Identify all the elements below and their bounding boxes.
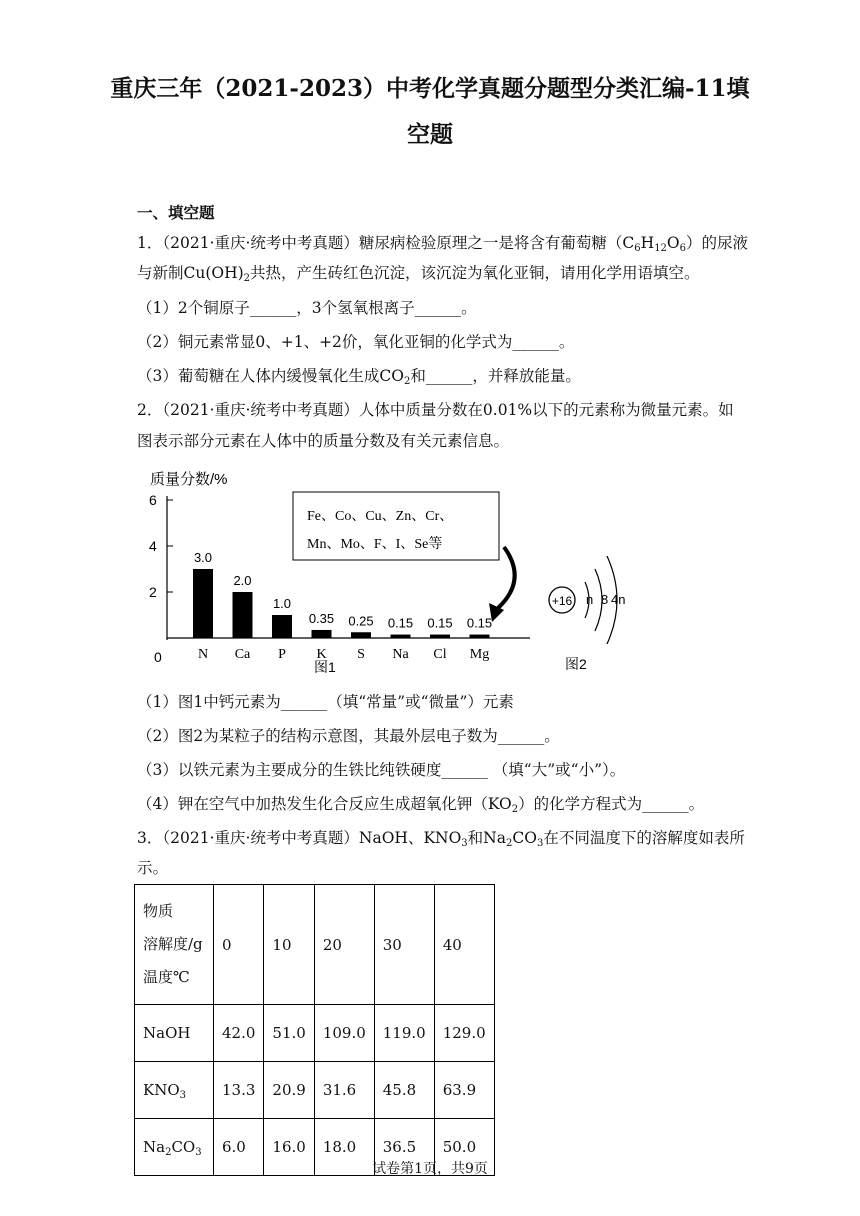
table-cell: 50.0 [434, 1119, 494, 1176]
bar-K [312, 630, 332, 638]
category-label-N: N [197, 647, 209, 662]
table-cell: 119.0 [374, 1005, 434, 1062]
category-label-P: P [278, 647, 286, 662]
temp-cell: 40 [434, 885, 494, 1005]
shell-1-electrons: n [586, 592, 594, 607]
value-label-S: 0.25 [348, 613, 374, 629]
q2-part4: （4）钾在空气中加热发生化合反应生成超氧化钾$(KO_2)$的化学方程式为______。 [137, 795, 705, 815]
category-label-Mg: Mg [469, 647, 490, 662]
origin-label: 0 [154, 649, 162, 665]
figure1-caption: 图1 [314, 659, 336, 675]
value-label-Cl: 0.15 [427, 615, 453, 631]
category-label-Ca: Ca [234, 647, 251, 662]
q3-intro-line2: 示。 [137, 859, 169, 877]
q1-intro-line2: 与新制$Cu(OH)_2$共热，产生砖红色沉淀，该沉淀为氧化亚铜，请用化学用语填空。 [137, 264, 700, 284]
page-title-line1: 重庆三年（2021-2023）中考化学真题分题型分类汇编-11填 [110, 75, 750, 102]
table-header-row [135, 885, 495, 1005]
table-cell: 129.0 [434, 1005, 494, 1062]
shell-2-electrons: 8 [601, 592, 609, 607]
page-footer: 试卷第1页，共9页 [372, 1161, 488, 1177]
q2-intro-line2: 图表示部分元素在人体中的质量分数及有关元素信息。 [137, 432, 510, 450]
category-label-Na: Na [392, 647, 409, 662]
table-corner-cell [135, 885, 214, 1005]
temp-cell: 30 [374, 885, 434, 1005]
chart-ylabel: 质量分数/% [150, 471, 228, 488]
category-label-S: S [357, 647, 365, 662]
table-cell: 63.9 [434, 1062, 494, 1119]
trace-box-line2: Mn、Mo、F、I、Se等 [307, 537, 443, 552]
temp-cell: 20 [314, 885, 374, 1005]
section-heading: 一、填空题 [137, 203, 215, 222]
table-cell: 6.0 [214, 1119, 264, 1176]
table-cell: 16.0 [264, 1119, 314, 1176]
q2-part3: （3）以铁元素为主要成分的生铁比纯铁硬度______ （填“大”或“小”）。 [137, 761, 626, 779]
q1-part3: （3）葡萄糖在人体内缓慢氧化生成$CO_2$和______，并释放能量。 [137, 367, 581, 387]
table-cell: 31.6 [314, 1062, 374, 1119]
bar-Ca [233, 592, 253, 638]
curved-arrow [498, 547, 515, 608]
table-cell: 36.5 [374, 1119, 434, 1176]
page-title-line2: 空题 [407, 121, 453, 148]
value-label-P: 1.0 [272, 596, 292, 611]
table-cell: 20.9 [264, 1062, 314, 1119]
value-label-Ca: 2.0 [233, 573, 252, 588]
table-row [135, 1062, 495, 1119]
shell-3-electrons: 4n [611, 592, 626, 607]
element-figure [140, 462, 660, 684]
bar-N [193, 569, 213, 638]
nucleus-charge: +16 [551, 594, 573, 608]
temp-cell: 10 [264, 885, 314, 1005]
header-substance: 物质 [143, 902, 174, 920]
q3-intro-line1: 3．（2021·重庆·统考中考真题）NaOH、$KNO_3$和$Na_2CO_3$在不同温度下的溶解度如表所 [137, 829, 745, 849]
bars [193, 550, 492, 662]
category-label-Cl: Cl [433, 647, 447, 662]
substance-name: NaOH [135, 1005, 214, 1062]
table-cell: 42.0 [214, 1005, 264, 1062]
bar-Cl [430, 635, 450, 638]
figure2-caption: 图2 [565, 656, 587, 672]
table-row [135, 1005, 495, 1062]
table-cell: 51.0 [264, 1005, 314, 1062]
trace-box-line1: Fe、Co、Cu、Zn、Cr、 [307, 509, 454, 524]
q1-intro-line1: 1．（2021·重庆·统考中考真题）糖尿病检验原理之一是将含有葡萄糖$(C_6H_{12}O_6)$的尿液 [137, 234, 749, 254]
bar-Na [391, 635, 411, 638]
substance-name: $KNO_3$ [135, 1062, 214, 1119]
bar-Mg [470, 635, 490, 638]
q1-part1: （1）2个铜原子______，3个氢氧根离子______。 [137, 299, 477, 317]
q1-part2: （2）铜元素常显0、+1、+2价，氧化亚铜的化学式为______。 [137, 333, 575, 351]
solubility-table [134, 884, 495, 1176]
y-tick-label-4: 4 [149, 538, 157, 554]
table-cell: 13.3 [214, 1062, 264, 1119]
temp-cell: 0 [214, 885, 264, 1005]
value-label-K: 0.35 [308, 610, 335, 626]
bar-P [272, 615, 292, 638]
value-label-Na: 0.15 [387, 615, 414, 631]
y-tick-label-2: 2 [149, 584, 157, 600]
q2-intro-line1: 2．（2021·重庆·统考中考真题）人体中质量分数在0.01%以下的元素称为微量元素。如 [137, 401, 734, 419]
bar-S [351, 632, 371, 638]
table-cell: 45.8 [374, 1062, 434, 1119]
value-label-Mg: 0.15 [466, 615, 493, 631]
q2-part1: （1）图1中钙元素为______（填“常量”或“微量”）元素 [137, 693, 514, 711]
y-tick-label-6: 6 [149, 492, 157, 508]
value-label-N: 3.0 [193, 550, 213, 565]
category-label-K: K [316, 647, 327, 662]
substance-name: $Na_2CO_3$ [135, 1119, 214, 1176]
header-temperature: 温度℃ [143, 968, 190, 986]
header-solubility: 溶解度/g [143, 935, 203, 953]
table-cell: 109.0 [314, 1005, 374, 1062]
y-ticks [149, 492, 173, 600]
table-cell: 18.0 [314, 1119, 374, 1176]
atom-diagram [549, 556, 625, 672]
q2-part2: （2）图2为某粒子的结构示意图，其最外层电子数为______。 [137, 727, 560, 745]
